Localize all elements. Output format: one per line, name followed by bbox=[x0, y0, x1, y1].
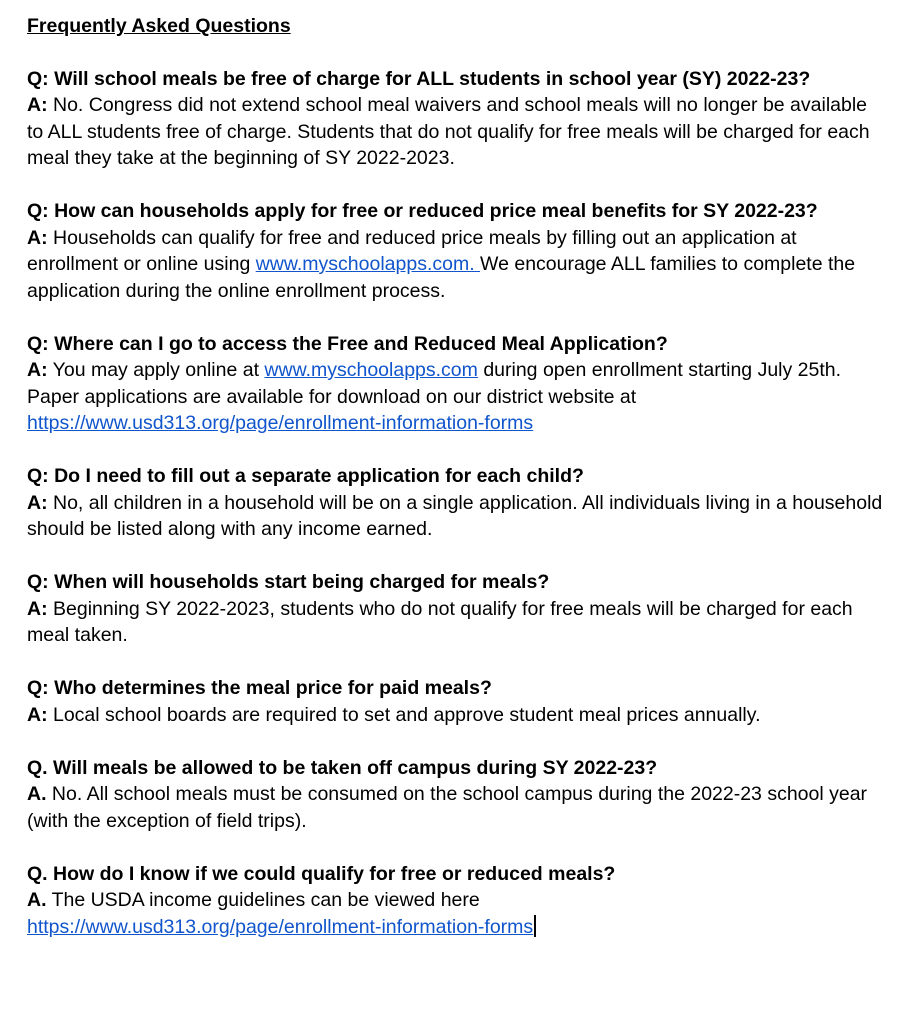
faq-item-separate-application bbox=[27, 463, 884, 543]
faq-item-how-to-apply bbox=[27, 198, 884, 304]
answer-body: Households can qualify for free and reduced price meals by filling out an application at enrollment or online using bbox=[27, 226, 797, 275]
answer-prefix: A: bbox=[27, 703, 48, 726]
faq-item-qualify bbox=[27, 861, 884, 941]
question-text: Q: Will school meals be free of charge for ALL students in school year (SY) 2022-23? bbox=[27, 67, 811, 90]
answer-prefix: A: bbox=[27, 597, 48, 620]
answer-body: during open enrollment starting July 25th. Paper applications are available for download on our district website at bbox=[27, 359, 842, 408]
enrollment-forms-link[interactable]: https://www.usd313.org/page/enrollment-information-forms bbox=[27, 915, 534, 938]
answer-text bbox=[27, 702, 884, 729]
answer-body: No. Congress did not extend school meal waivers and school meals will no longer be available to ALL students free of charge. Students that do not qualify for free meals will be charged for each meal they take at the beginning of SY 2022-2023. bbox=[27, 94, 870, 169]
answer-body: No, all children in a household will be on a single application. All individuals living in a household should be listed along with any income earned. bbox=[27, 491, 883, 540]
answer-prefix: A. bbox=[27, 783, 47, 805]
faq-item-access-application bbox=[27, 331, 884, 437]
page-title: Frequently Asked Questions bbox=[27, 15, 291, 37]
enrollment-forms-link[interactable]: https://www.usd313.org/page/enrollment-information-forms bbox=[27, 412, 534, 434]
question-text: Q: Who determines the meal price for paid meals? bbox=[27, 677, 492, 699]
question-text: Q: Do I need to fill out a separate application for each child? bbox=[27, 465, 584, 487]
answer-body: No. All school meals must be consumed on the school campus during the 2022-23 school year (with the exception of field trips). bbox=[27, 783, 868, 832]
faq-item-free-meals bbox=[27, 66, 884, 172]
faq-item-meal-price bbox=[27, 675, 884, 728]
answer-body: Local school boards are required to set and approve student meal prices annually. bbox=[47, 703, 761, 726]
answer-body: We encourage ALL families to complete the application during the online enrollment process. bbox=[27, 253, 856, 302]
answer-prefix: A: bbox=[27, 491, 48, 514]
question-text: Q: How can households apply for free or reduced price meal benefits for SY 2022-23? bbox=[27, 200, 818, 222]
answer-prefix: A. bbox=[27, 889, 47, 911]
answer-text bbox=[27, 887, 884, 914]
faq-item-off-campus bbox=[27, 755, 884, 835]
answer-prefix: A: bbox=[27, 94, 48, 116]
myschoolapps-link[interactable]: www.myschoolapps.com. bbox=[255, 253, 481, 275]
answer-text bbox=[27, 225, 884, 305]
answer-body: Beginning SY 2022-2023, students who do not qualify for free meals will be charged for each meal taken. bbox=[27, 597, 853, 646]
answer-text bbox=[27, 596, 884, 649]
answer-body: The USDA income guidelines can be viewed here bbox=[46, 889, 480, 911]
question-text: Q: When will households start being charged for meals? bbox=[27, 571, 550, 593]
answer-text bbox=[27, 490, 884, 543]
answer-link-line bbox=[27, 914, 884, 941]
answer-text bbox=[27, 357, 884, 437]
question-text: Q: Where can I go to access the Free and Reduced Meal Application? bbox=[27, 332, 668, 355]
text-cursor bbox=[534, 915, 536, 937]
answer-body: You may apply online at bbox=[47, 359, 265, 381]
faq-item-when-charged bbox=[27, 569, 884, 649]
answer-prefix: A: bbox=[27, 359, 48, 381]
question-text: Q. Will meals be allowed to be taken off campus during SY 2022-23? bbox=[27, 756, 658, 779]
answer-text bbox=[27, 781, 884, 834]
answer-prefix: A: bbox=[27, 226, 48, 249]
myschoolapps-link[interactable]: www.myschoolapps.com bbox=[264, 359, 478, 381]
answer-text bbox=[27, 92, 884, 172]
question-text: Q. How do I know if we could qualify for free or reduced meals? bbox=[27, 862, 616, 885]
